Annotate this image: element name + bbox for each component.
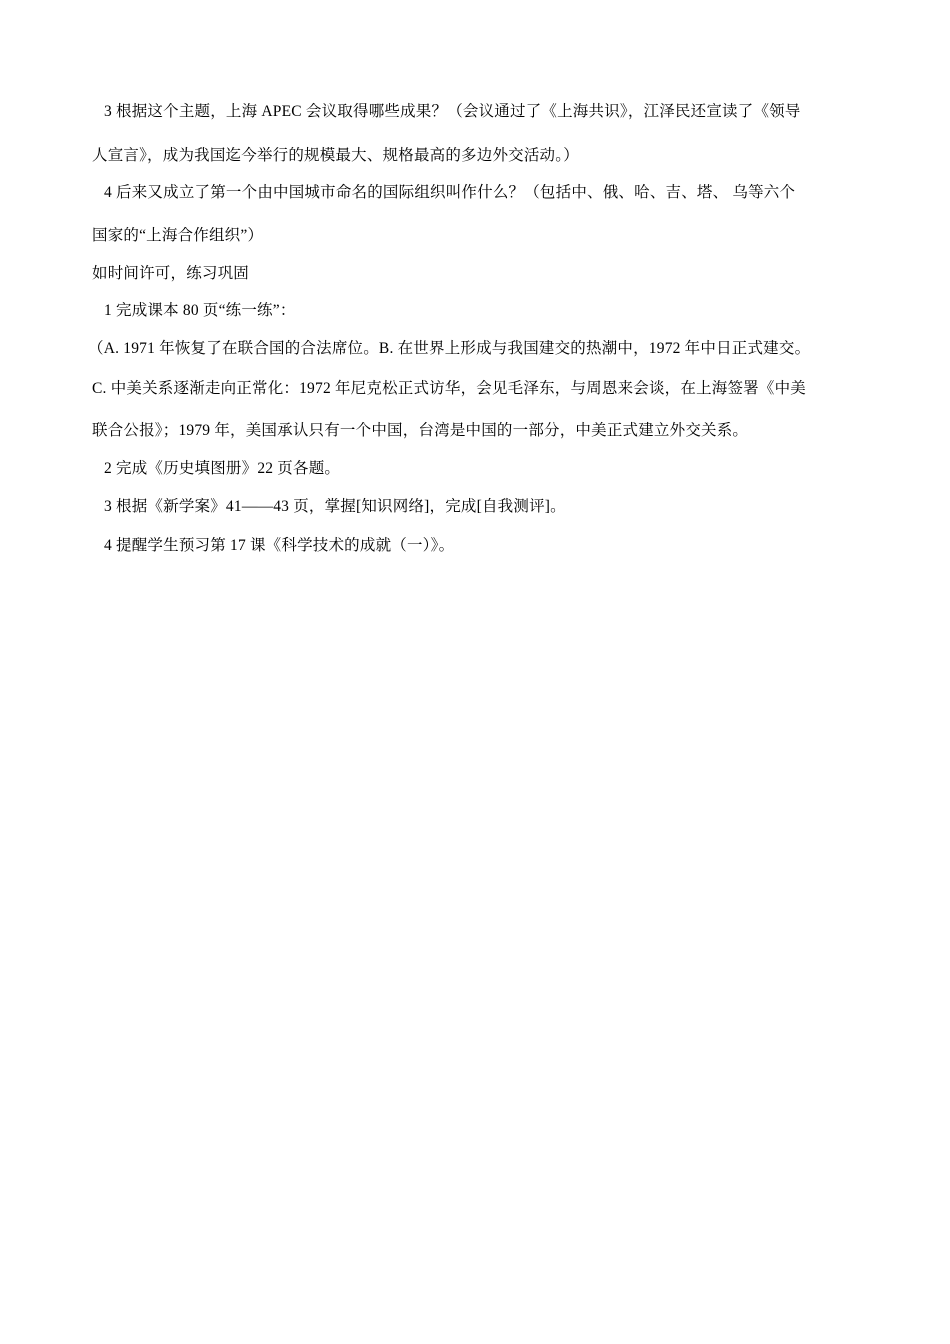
exercise-1-line: 1 完成课本 80 页“练一练”： [104,302,296,319]
exercise-4-line: 4 提醒学生预习第 17 课《科学技术的成就（一）》。 [104,537,455,554]
exercise-2-line: 2 完成《历史填图册》22 页各题。 [104,460,341,477]
practice-heading: 如时间许可，练习巩固 [92,265,250,282]
exercise-1-answer-line-2: C. 中美关系逐渐走向正常化：1972 年尼克松正式访华，会见毛泽东，与周恩来会谈，在上海签署《中美 [92,380,806,397]
exercise-3-line: 3 根据《新学案》41——43 页，掌握[知识网络]，完成[自我测评]。 [104,498,566,515]
question-4-line-2: 国家的“上海合作组织”） [92,227,264,244]
exercise-1-answer-line-1: （A. 1971 年恢复了在联合国的合法席位。B. 在世界上形成与我国建交的热潮中，1972 年中日正式建交。 [88,340,811,357]
exercise-1-answer-line-3: 联合公报》；1979 年，美国承认只有一个中国，台湾是中国的一部分，中美正式建立外交关系。 [92,422,749,439]
question-4-line-1: 4 后来又成立了第一个由中国城市命名的国际组织叫作什么？（包括中、俄、哈、吉、塔、 乌等六个 [104,184,796,201]
question-3-line-1: 3 根据这个主题，上海 APEC 会议取得哪些成果？（会议通过了《上海共识》，江泽民还宣读了《领导 [104,103,801,120]
question-3-line-2: 人宣言》，成为我国迄今举行的规模最大、规格最高的多边外交活动。） [92,147,579,164]
